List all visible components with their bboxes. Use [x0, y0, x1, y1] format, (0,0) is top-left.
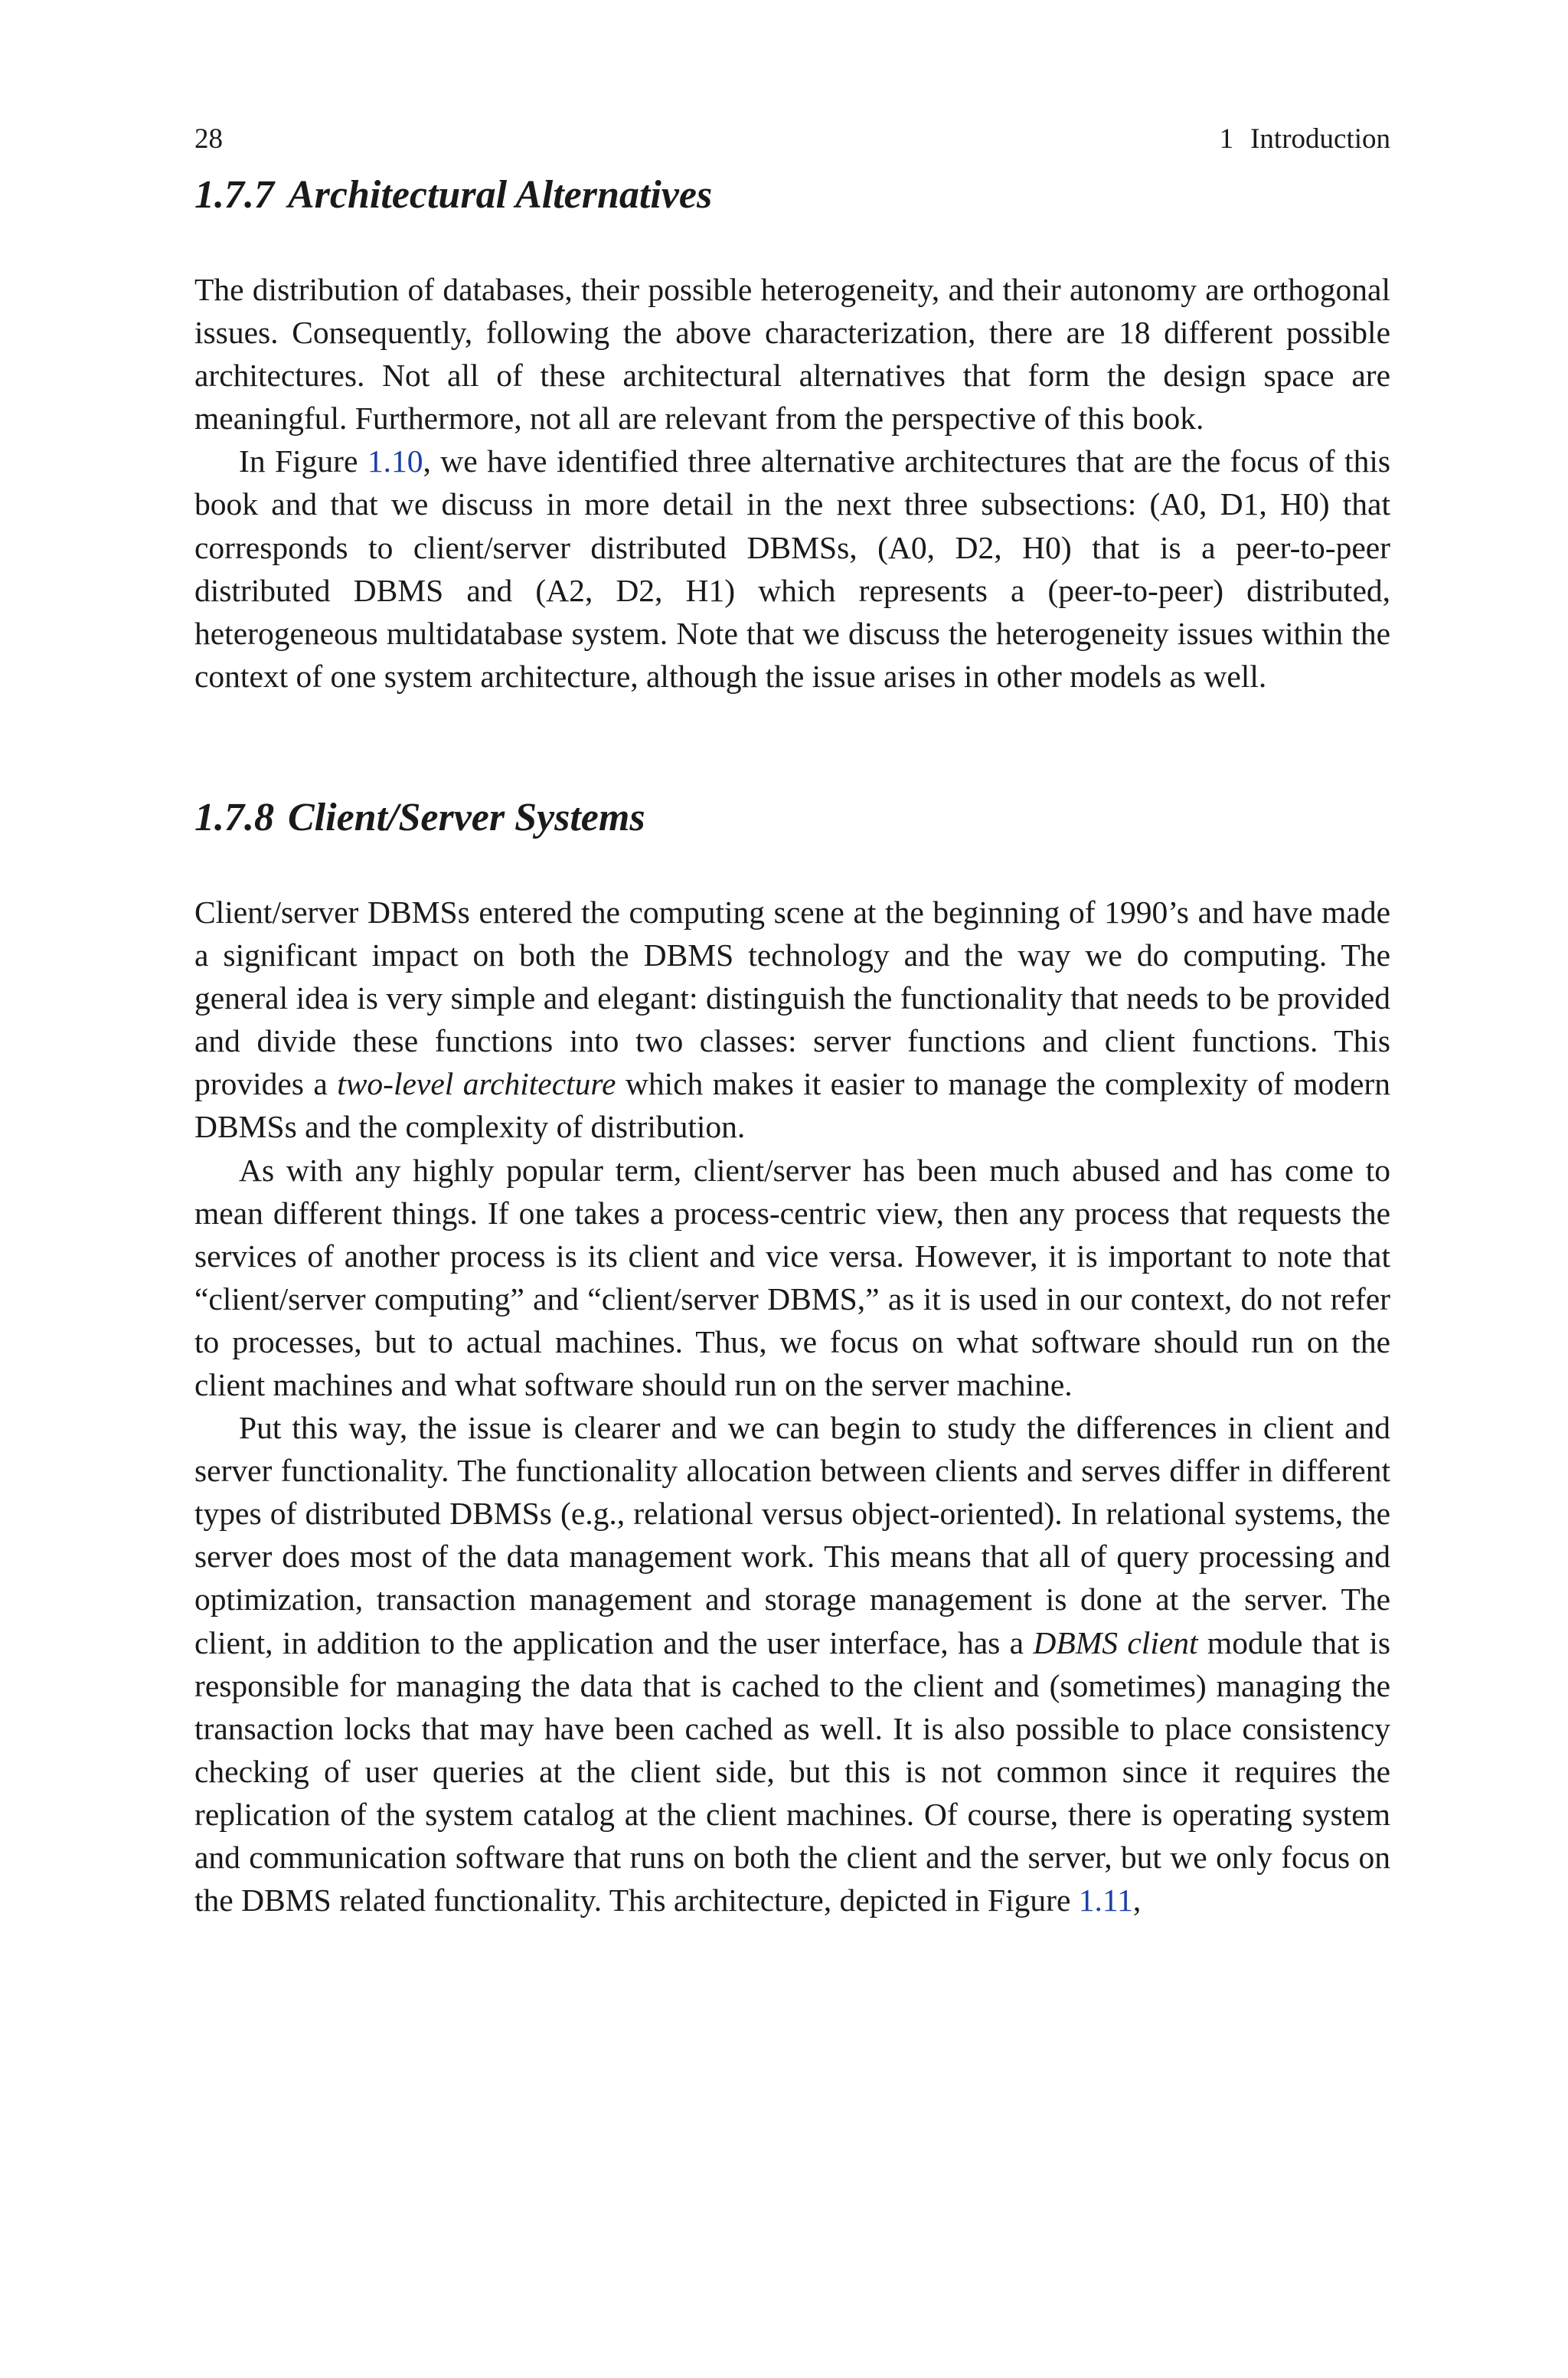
- section-body: [194, 268, 1390, 698]
- paragraph-text: Put this way, the issue is clearer and we can begin to study the differences in client and server functionality. The functionality allocation between clients and serves differ in different types of distributed DBMSs (e.g., relational versus object-oriented). In relational systems, the server does most of the data management work. This means that all of query processing and optimization, transaction management and storage management is done at the server. The client, in addition to the application and the user interface, has a: [194, 1410, 1390, 1660]
- section-title: Client/Server Systems: [288, 795, 645, 839]
- figure-link[interactable]: 1.11: [1078, 1882, 1133, 1918]
- paragraph: As with any highly popular term, client/server has been much abused and has come to mean different things. If one takes a process-centric view, then any process that requests the services of another process is its client and vice versa. However, it is important to note that “client/server computing” and “client/server DBMS,” as it is used in our context, do not refer to processes, but to actual machines. Thus, we focus on what software should run on the client machines and what software should run on the server machine.: [194, 1152, 1390, 1402]
- paragraph: [194, 440, 1390, 698]
- page-number: 28: [194, 123, 223, 155]
- section-number: 1.7.7: [194, 173, 274, 217]
- emphasis: DBMS client: [1033, 1624, 1198, 1660]
- section-heading-client-server-systems: [194, 794, 1390, 842]
- paragraph-text: , we have identified three alternative architectures that are the focus of this book and that we discuss in more detail in the next three subsections: (A0, D1, H0) that corresponds to client/server distributed DBMSs, (A0, D2, H0) that is a peer-to-peer distributed DBMS and (A2, D2, H1) which represents a (peer-to-peer) distributed, heterogeneous multidatabase system. Note that we discuss the heterogeneity issues within the context of one system architecture, although the issue arises in other models as well.: [194, 443, 1391, 694]
- running-header: [194, 123, 1390, 156]
- figure-link[interactable]: 1.10: [367, 443, 423, 479]
- paragraph-text: which makes it easier to manage the complexity of modern DBMSs and the complexity of distribution.: [194, 1066, 1390, 1145]
- paragraph: The distribution of databases, their possible heterogeneity, and their autonomy are orthogonal issues. Consequently, following the above characterization, there are 18 different possible architectures. Not all of these architectural alternatives that form the design space are meaningful. Furthermore, not all are relevant from the perspective of this book.: [194, 272, 1390, 437]
- section-body: [194, 891, 1390, 1922]
- chapter-title: Introduction: [1250, 123, 1390, 155]
- section-heading-architectural-alternatives: [194, 172, 1390, 219]
- section-number: 1.7.8: [194, 795, 274, 839]
- paragraph-text: Client/server DBMSs entered the computing scene at the beginning of 1990’s and have made a significant impact on both the DBMS technology and the way we do computing. The general idea is very simple and elegant: distinguish the functionality that needs to be provided and divide these functions into two classes: server functions and client functions. This provides a: [194, 894, 1390, 1102]
- chapter-heading: [1220, 123, 1390, 156]
- paragraph: [194, 891, 1390, 1149]
- book-page: [194, 123, 1390, 1922]
- chapter-number: 1: [1219, 123, 1234, 155]
- emphasis: two-level architecture: [337, 1066, 616, 1102]
- paragraph-text: module that is responsible for managing the data that is cached to the client and (sometimes) managing the transaction locks that may have been cached as well. It is also possible to place consistency checking of user queries at the client side, but this is not common since it requires the replication of the system catalog at the client machines. Of course, there is operating system and communication software that runs on both the client and the server, but we only focus on the DBMS related functionality. This architecture, depicted in Figure: [194, 1624, 1390, 1918]
- section-title: Architectural Alternatives: [288, 173, 713, 217]
- paragraph: [194, 1406, 1390, 1922]
- paragraph-text: ,: [1132, 1882, 1142, 1918]
- paragraph-text: In Figure: [239, 443, 368, 479]
